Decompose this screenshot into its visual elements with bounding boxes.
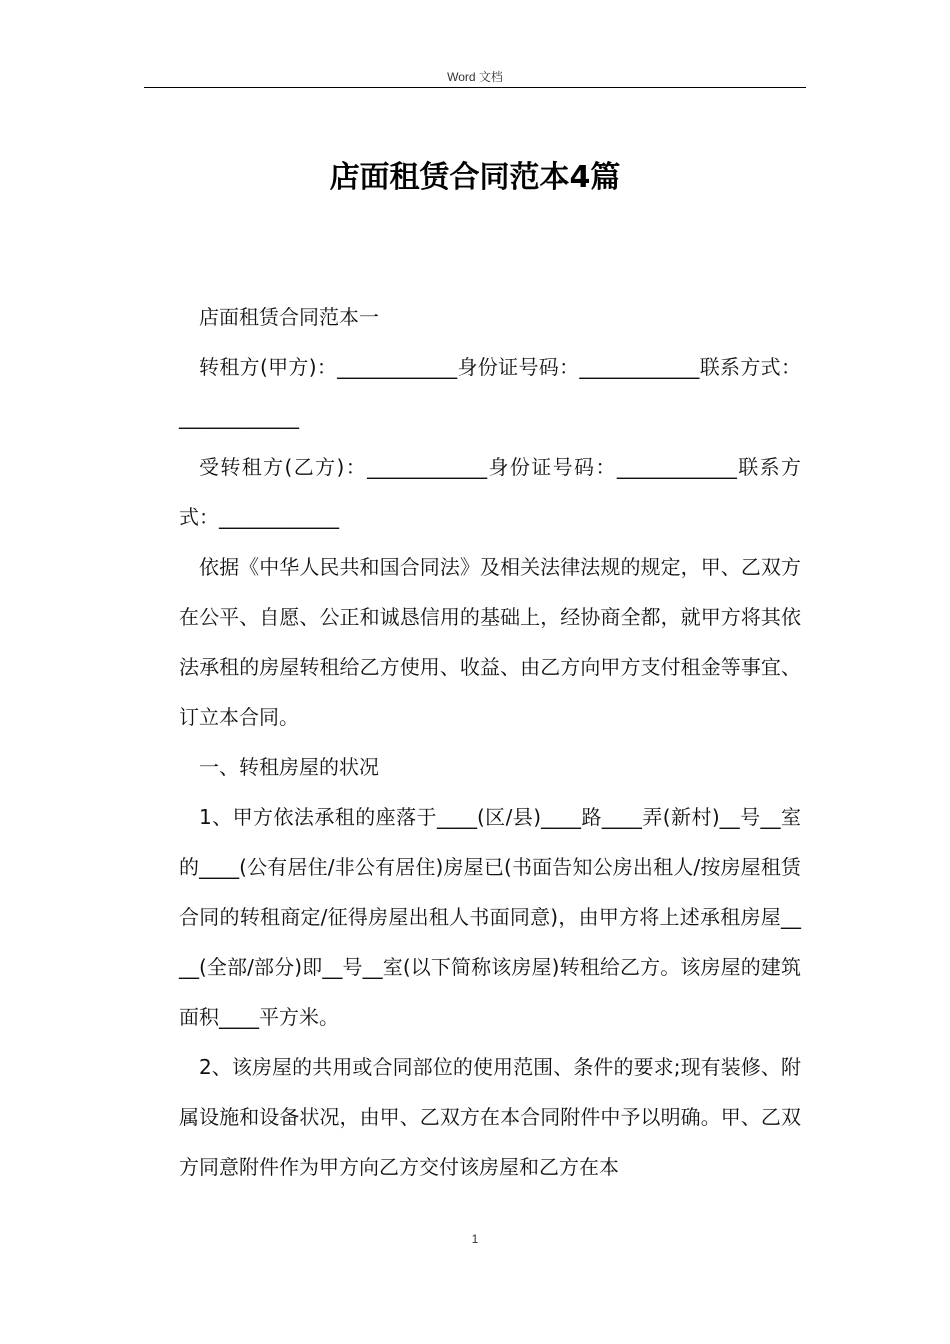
- clause-item-2: 2、该房屋的共用或合同部位的使用范围、条件的要求;现有装修、附属设施和设备状况，由甲、乙双方在本合同附件中予以明确。甲、乙双方同意附件作为甲方向乙方交付该房屋和乙方在本: [179, 1055, 801, 1179]
- page-number: 1: [471, 1232, 479, 1246]
- paragraph-party-a: 转租方(甲方)：____________身份证号码：____________联系方式：____________: [179, 355, 801, 429]
- clause-item-1: 1、甲方依法承租的座落于____(区/县)____路____弄(新村)__号__室的____(公有居住/非公有居住)房屋已(书面告知公房出租人/按房屋租赁合同的转租商定/征得房屋出租人书面同意)，由甲方将上述承租房屋____(全部/部分)即__号__室(以下简称该房屋)转租给乙方。该房屋的建筑面积____平方米。: [179, 805, 801, 1029]
- header-divider: [144, 87, 806, 88]
- clause-heading: 一、转租房屋的状况: [199, 755, 379, 779]
- document-body: [179, 292, 801, 1192]
- section-heading: 店面租赁合同范本一: [199, 305, 379, 329]
- paragraph-preamble: 依据《中华人民共和国合同法》及相关法律法规的规定，甲、乙双方在公平、自愿、公正和诚恳信用的基础上，经协商全都，就甲方将其依法承租的房屋转租给乙方使用、收益、由乙方向甲方支付租金等事宜、订立本合同。: [179, 555, 801, 729]
- page-header: Word 文档: [447, 70, 503, 84]
- paragraph-party-b: 受转租方(乙方)：____________身份证号码：____________联系方式：____________: [179, 455, 801, 529]
- document-title: 店面租赁合同范本4篇: [329, 160, 621, 195]
